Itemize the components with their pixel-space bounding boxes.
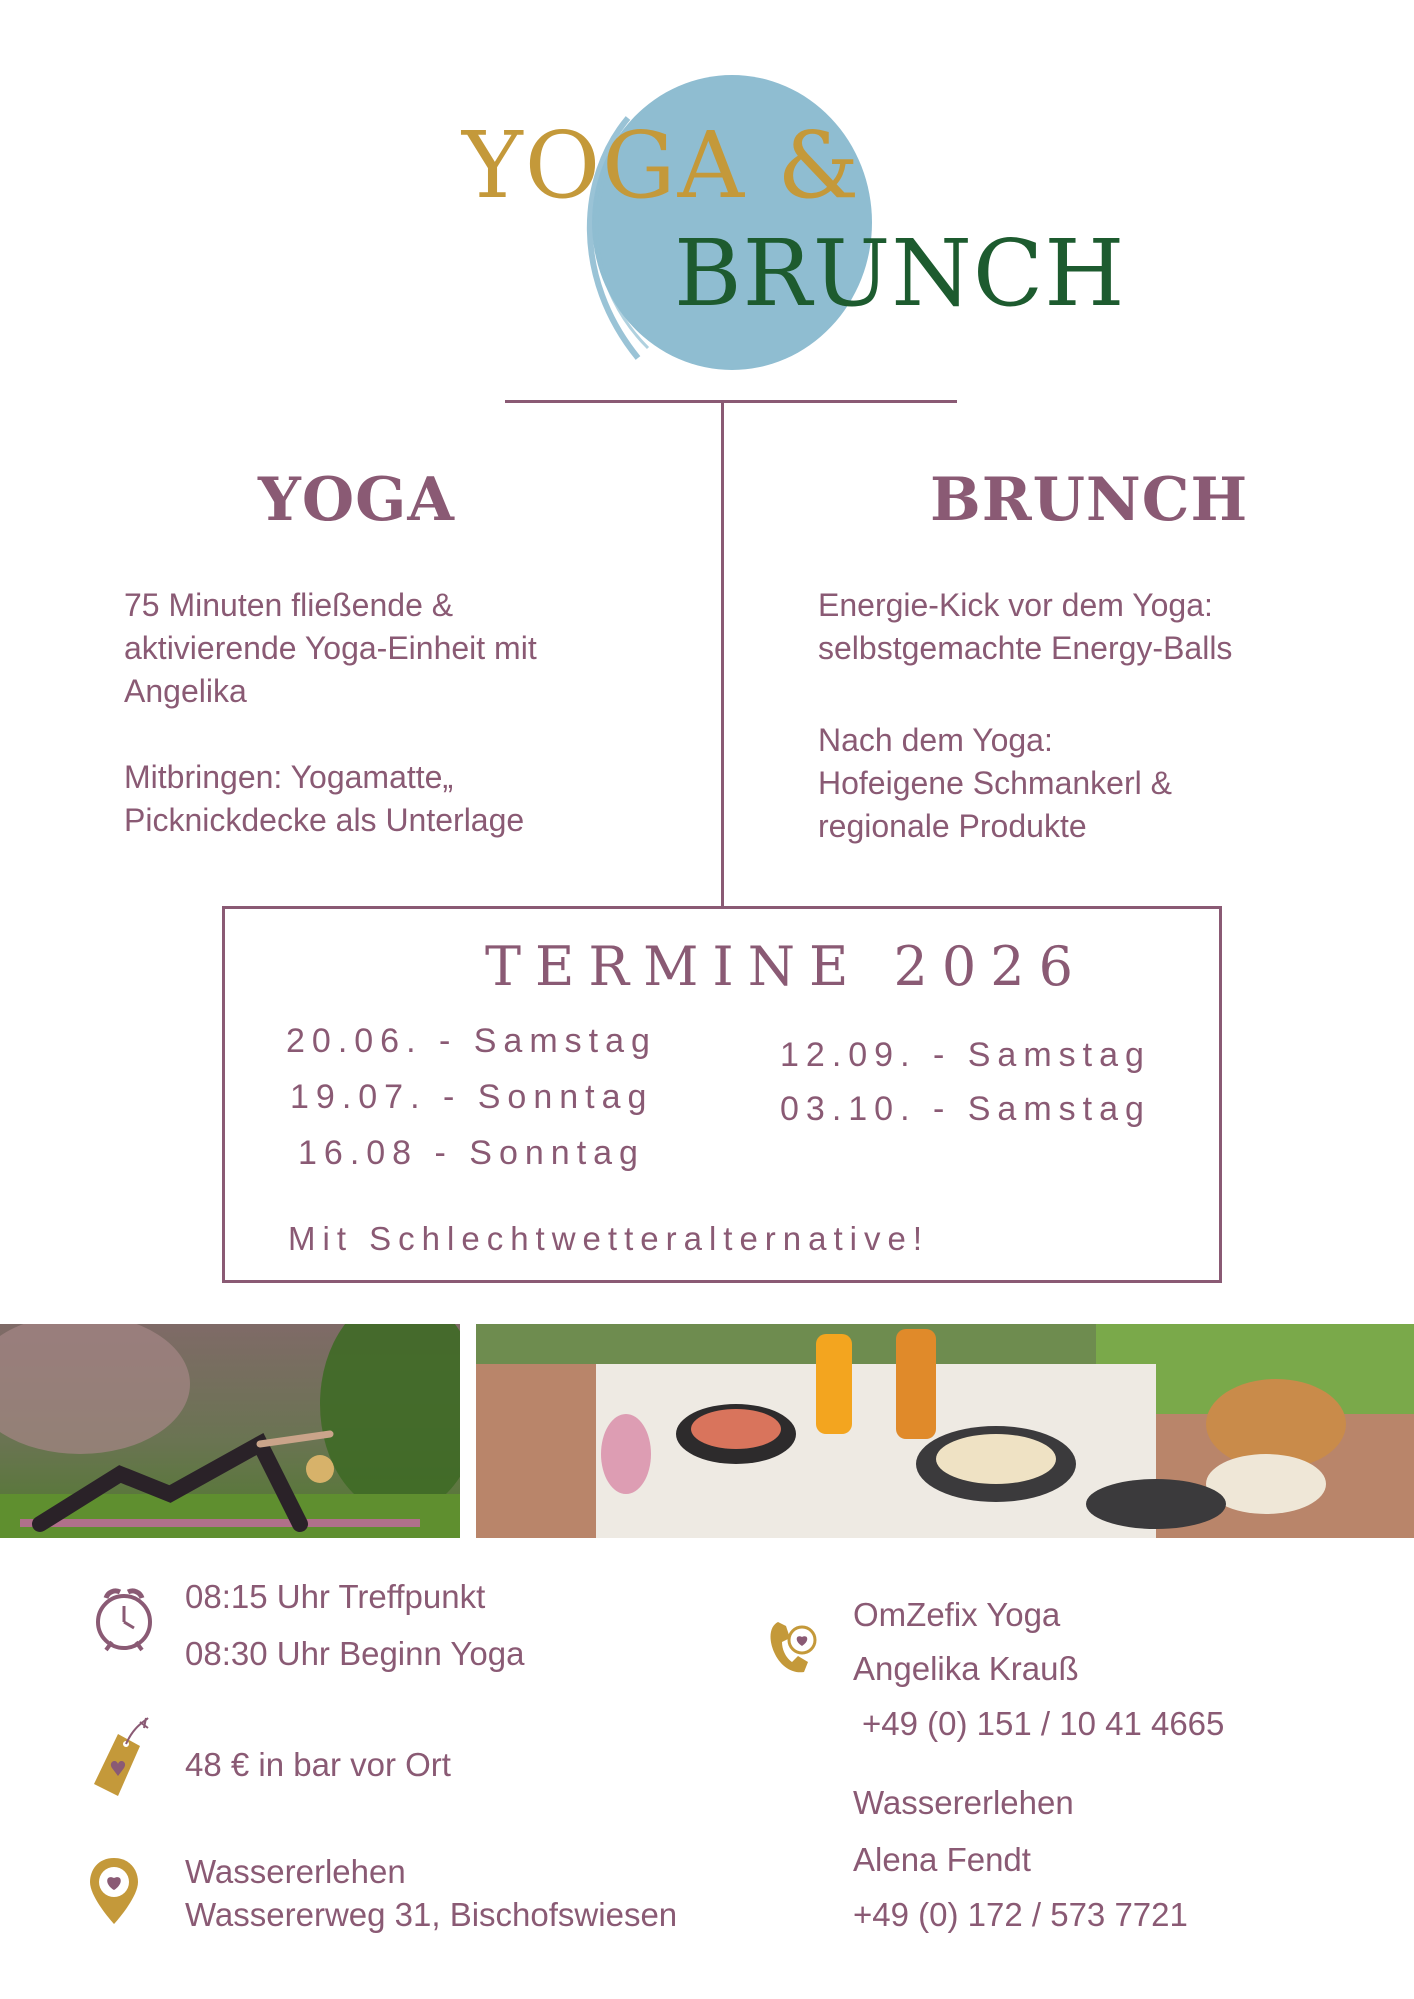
date-left-1: 20.06. - Samstag	[286, 1022, 657, 1060]
alarm-clock-icon	[92, 1580, 156, 1656]
price-tag-icon	[88, 1716, 154, 1800]
bad-weather-note: Mit Schlechtwetteralternative!	[288, 1220, 930, 1257]
yoga-description: 75 Minuten fließende & aktivierende Yoga-Einheit mit Angelika	[124, 587, 537, 709]
time-meeting: 08:15 Uhr Treffpunkt	[185, 1578, 486, 1615]
date-right-1: 12.09. - Samstag	[780, 1036, 1151, 1074]
contact-org-2: Wassererlehen	[853, 1784, 1074, 1821]
brunch-before: Energie-Kick vor dem Yoga: selbstgemachte Energy-Balls	[818, 587, 1233, 666]
yoga-heading: YOGA	[258, 465, 455, 535]
title-brunch: BRUNCH	[674, 220, 1126, 327]
title-yoga: YOGA &	[462, 112, 862, 219]
date-left-3: 16.08 - Sonntag	[298, 1134, 645, 1172]
yoga-photo	[0, 1324, 460, 1538]
brunch-after: Nach dem Yoga: Hofeigene Schmankerl & regionale Produkte	[818, 722, 1172, 844]
brunch-photo	[476, 1324, 1414, 1538]
contact-phone-2[interactable]: +49 (0) 172 / 573 7721	[853, 1896, 1188, 1933]
location-name: Wassererlehen	[185, 1853, 406, 1890]
brunch-heading: BRUNCH	[930, 465, 1249, 535]
location-address: Wassererweg 31, Bischofswiesen	[185, 1896, 678, 1933]
phone-icon	[768, 1618, 820, 1676]
termine-title: TERMINE 2026	[485, 935, 1087, 998]
price: 48 € in bar vor Ort	[185, 1746, 451, 1783]
time-yoga-start: 08:30 Uhr Beginn Yoga	[185, 1635, 525, 1672]
date-left-2: 19.07. - Sonntag	[290, 1078, 654, 1116]
contact-org-1: OmZefix Yoga	[853, 1596, 1061, 1633]
yoga-bring-items: Mitbringen: Yogamatte„ Picknickdecke als Unterlage	[124, 759, 525, 838]
contact-person-2: Alena Fendt	[853, 1841, 1031, 1878]
location-pin-icon	[88, 1856, 140, 1926]
contact-person-1: Angelika Krauß	[853, 1650, 1079, 1687]
contact-phone-1[interactable]: +49 (0) 151 / 10 41 4665	[862, 1705, 1225, 1742]
divider-vertical	[721, 402, 724, 906]
divider-horizontal	[505, 400, 957, 403]
date-right-2: 03.10. - Samstag	[780, 1090, 1151, 1128]
